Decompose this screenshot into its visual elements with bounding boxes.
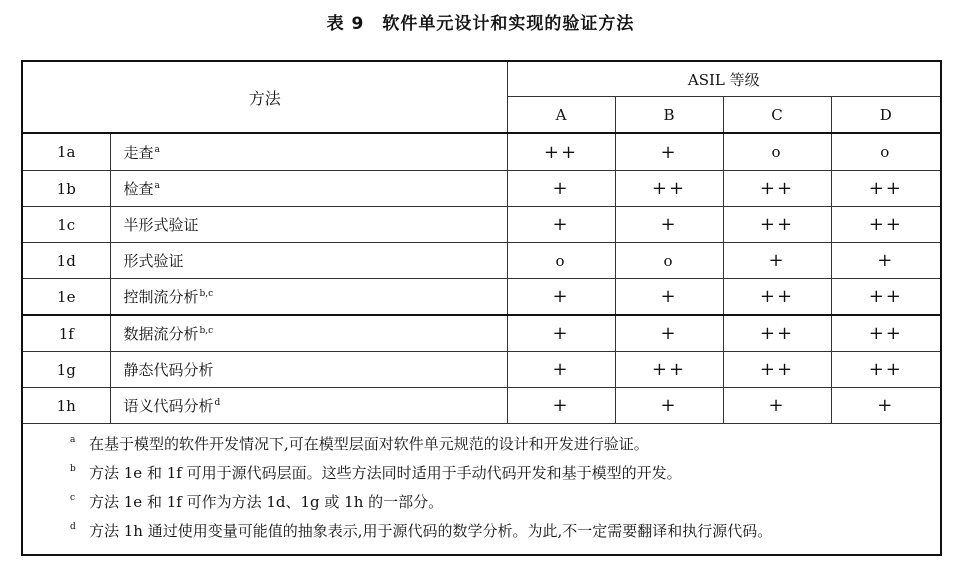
method-row-1e [22, 279, 941, 316]
footnote [23, 517, 940, 546]
recommendation-c: ++ [723, 279, 831, 316]
method-name: 静态代码分析 [123, 361, 214, 379]
footnote-ref: a [154, 144, 160, 155]
recommendation-b: + [615, 133, 723, 171]
method-name: 语义代码分析 [123, 397, 214, 415]
method-row-1b [22, 171, 941, 207]
method-id: 1g [22, 352, 110, 388]
footnote-ref: d [214, 398, 221, 408]
recommendation-c: o [723, 133, 831, 171]
method-row-1c [22, 207, 941, 243]
footnote-ref: b,c [199, 326, 214, 336]
recommendation-c: ++ [723, 207, 831, 243]
method-id: 1f [22, 315, 110, 352]
recommendation-c: + [723, 388, 831, 424]
method-name: 半形式验证 [123, 216, 199, 234]
recommendation-a: + [507, 315, 615, 352]
recommendation-b: + [615, 279, 723, 316]
recommendation-c: ++ [723, 352, 831, 388]
footnote-text: 方法 1e 和 1f 可用于源代码层面。这些方法同时适用于手动代码开发和基于模型的开发。 [89, 464, 682, 482]
recommendation-b: o [615, 243, 723, 279]
footnote-mark: a [70, 435, 76, 445]
footnote-mark: d [70, 522, 76, 532]
method-id: 1e [22, 279, 110, 316]
recommendation-b: + [615, 207, 723, 243]
method-name-cell [110, 315, 507, 352]
recommendation-d: ++ [831, 279, 941, 316]
footnote-mark: c [70, 493, 76, 503]
method-name-cell [110, 388, 507, 424]
footnotes [22, 424, 941, 556]
recommendation-d: ++ [831, 171, 941, 207]
method-row-1f [22, 315, 941, 352]
recommendation-b: ++ [615, 171, 723, 207]
method-name-cell [110, 171, 507, 207]
footnote [23, 430, 940, 459]
method-row-1a [22, 133, 941, 171]
header-level-d: D [831, 97, 941, 134]
recommendation-a: + [507, 279, 615, 316]
header-method: 方法 [22, 61, 507, 133]
notes-row [22, 424, 941, 556]
method-name-cell [110, 352, 507, 388]
verification-methods-table [21, 60, 942, 556]
method-name: 检查 [123, 180, 154, 198]
recommendation-a: o [507, 243, 615, 279]
recommendation-c: + [723, 243, 831, 279]
method-row-1g [22, 352, 941, 388]
recommendation-a: + [507, 388, 615, 424]
method-name: 走查 [123, 143, 154, 162]
method-id: 1d [22, 243, 110, 279]
recommendation-b: + [615, 315, 723, 352]
header-asil: ASIL 等级 [507, 61, 941, 97]
header-level-b: B [615, 97, 723, 134]
method-id: 1b [22, 171, 110, 207]
recommendation-d: ++ [831, 207, 941, 243]
method-row-1d [22, 243, 941, 279]
method-row-1h [22, 388, 941, 424]
method-name-cell [110, 279, 507, 316]
recommendation-d: ++ [831, 352, 941, 388]
footnote-text: 方法 1h 通过使用变量可能值的抽象表示,用于源代码的数学分析。为此,不一定需要翻译和执行源代码。 [89, 522, 773, 540]
recommendation-c: ++ [723, 315, 831, 352]
recommendation-d: + [831, 388, 941, 424]
method-id: 1h [22, 388, 110, 424]
method-name-cell [110, 133, 507, 171]
header-level-c: C [723, 97, 831, 134]
header-level-a: A [507, 97, 615, 134]
footnote-ref: b,c [199, 289, 214, 299]
recommendation-a: + [507, 171, 615, 207]
recommendation-a: + [507, 207, 615, 243]
footnote [23, 459, 940, 488]
method-id: 1a [22, 133, 110, 171]
recommendation-b: + [615, 388, 723, 424]
method-name-cell [110, 243, 507, 279]
footnote-mark: b [70, 464, 76, 474]
recommendation-c: ++ [723, 171, 831, 207]
footnote [23, 488, 940, 517]
method-id: 1c [22, 207, 110, 243]
recommendation-d: ++ [831, 315, 941, 352]
recommendation-a: ++ [507, 133, 615, 171]
recommendation-b: ++ [615, 352, 723, 388]
method-name: 控制流分析 [123, 288, 199, 306]
recommendation-d: o [831, 133, 941, 171]
recommendation-d: + [831, 243, 941, 279]
method-name: 数据流分析 [123, 325, 199, 343]
header-row-asil [22, 61, 941, 97]
footnote-text: 在基于模型的软件开发情况下,可在模型层面对软件单元规范的设计和开发进行验证。 [89, 435, 649, 453]
footnote-ref: a [154, 181, 160, 191]
recommendation-a: + [507, 352, 615, 388]
table-title: 表 9 软件单元设计和实现的验证方法 [326, 14, 635, 34]
footnote-text: 方法 1e 和 1f 可作为方法 1d、1g 或 1h 的一部分。 [89, 493, 444, 511]
method-name: 形式验证 [123, 252, 184, 270]
method-name-cell [110, 207, 507, 243]
